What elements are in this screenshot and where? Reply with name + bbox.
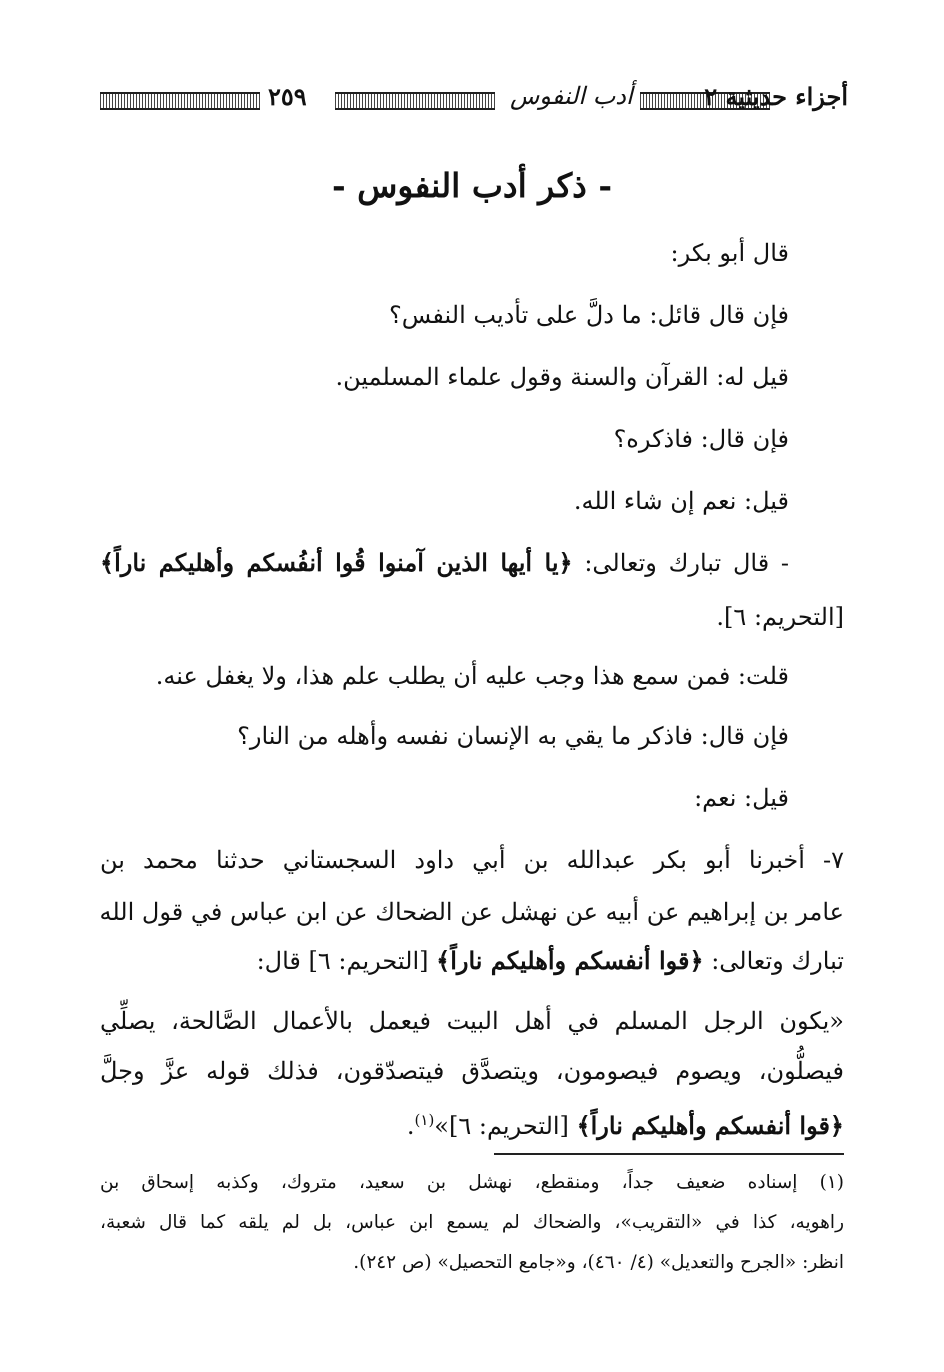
- page-number: ٢٥٩: [268, 82, 307, 111]
- quran-verse: ﴿يا أيها الذين آمنوا قُوا أنفُسكم وأهليكم ناراً﴾: [100, 548, 573, 577]
- footnote-divider: [494, 1153, 844, 1155]
- body-line: قلت: فمن سمع هذا وجب عليه أن يطلب علم هذا، ولا يغفل عنه.: [155, 662, 789, 690]
- verse-intro: - قال تبارك وتعالى:: [572, 549, 790, 577]
- verse-line: [100, 543, 789, 583]
- hadith-text-line: فيصلُّون، ويصوم فيصومون، ويتصدَّق فيتصدّقون، فذلك قوله عزَّ وجلَّ: [100, 1057, 844, 1085]
- hadith-line: عامر بن إبراهيم عن أبيه عن نهشل عن الضحاك عن ابن عباس في قول الله: [99, 898, 844, 926]
- footnote-marker: (١): [414, 1111, 435, 1129]
- sentence-end: .: [406, 1112, 415, 1140]
- body-line: قال أبو بكر:: [670, 239, 789, 267]
- body-line: قيل: نعم:: [694, 784, 789, 812]
- footnote-line: راهويه، كذا في «التقريب»، والضحاك لم يسمع ابن عباس، بل لم يلقه كما قال شعبة،: [100, 1212, 844, 1233]
- hadith-intro: تبارك وتعالى:: [703, 947, 844, 975]
- verse-reference: [التحريم: ٦]»: [434, 1112, 577, 1140]
- footnote-line: (١) إسناده ضعيف جداً، ومنقطع، نهشل بن سعيد، متروك، وكذبه إسحاق بن: [100, 1172, 844, 1193]
- verse-reference: [التحريم: ٦].: [716, 603, 844, 631]
- hadith-text-line: «يكون الرجل المسلم في أهل البيت فيعمل بالأعمال الصَّالحة، يصلِّي: [100, 1007, 844, 1035]
- body-line: فإن قال قائل: ما دلَّ على تأديب النفس؟: [389, 301, 789, 329]
- running-header: [100, 78, 848, 122]
- book-title: أدب النفوس: [510, 82, 633, 110]
- hadith-line: [100, 941, 844, 981]
- body-line: فإن قال: فاذكر ما يقي به الإنسان نفسه وأهله من النار؟: [237, 722, 789, 750]
- body-line: قيل له: القرآن والسنة وقول علماء المسلمين.: [335, 363, 789, 391]
- body-line: قيل: نعم إن شاء الله.: [573, 487, 789, 515]
- book-series: أجزاء حديثية ٢: [704, 82, 848, 111]
- section-title: - ذكر أدب النفوس -: [331, 166, 613, 205]
- quran-verse: ﴿قوا أنفسكم وأهليكم ناراً﴾: [436, 946, 704, 975]
- header-ornament-rule: [335, 92, 495, 110]
- footnote-line: انظر: «الجرح والتعديل» (٤/ ٤٦٠)، و«جامع التحصيل» (ص ٢٤٢).: [353, 1252, 844, 1273]
- quran-verse: ﴿قوا أنفسكم وأهليكم ناراً﴾: [576, 1111, 844, 1140]
- body-line: فإن قال: فاذكره؟: [613, 425, 789, 453]
- hadith-line: ٧- أخبرنا أبو بكر عبدالله بن أبي داود السجستاني حدثنا محمد بن: [100, 846, 844, 874]
- header-ornament-rule: [100, 92, 260, 110]
- verse-reference: [التحريم: ٦] قال:: [256, 947, 437, 975]
- hadith-text-line: [407, 1100, 844, 1146]
